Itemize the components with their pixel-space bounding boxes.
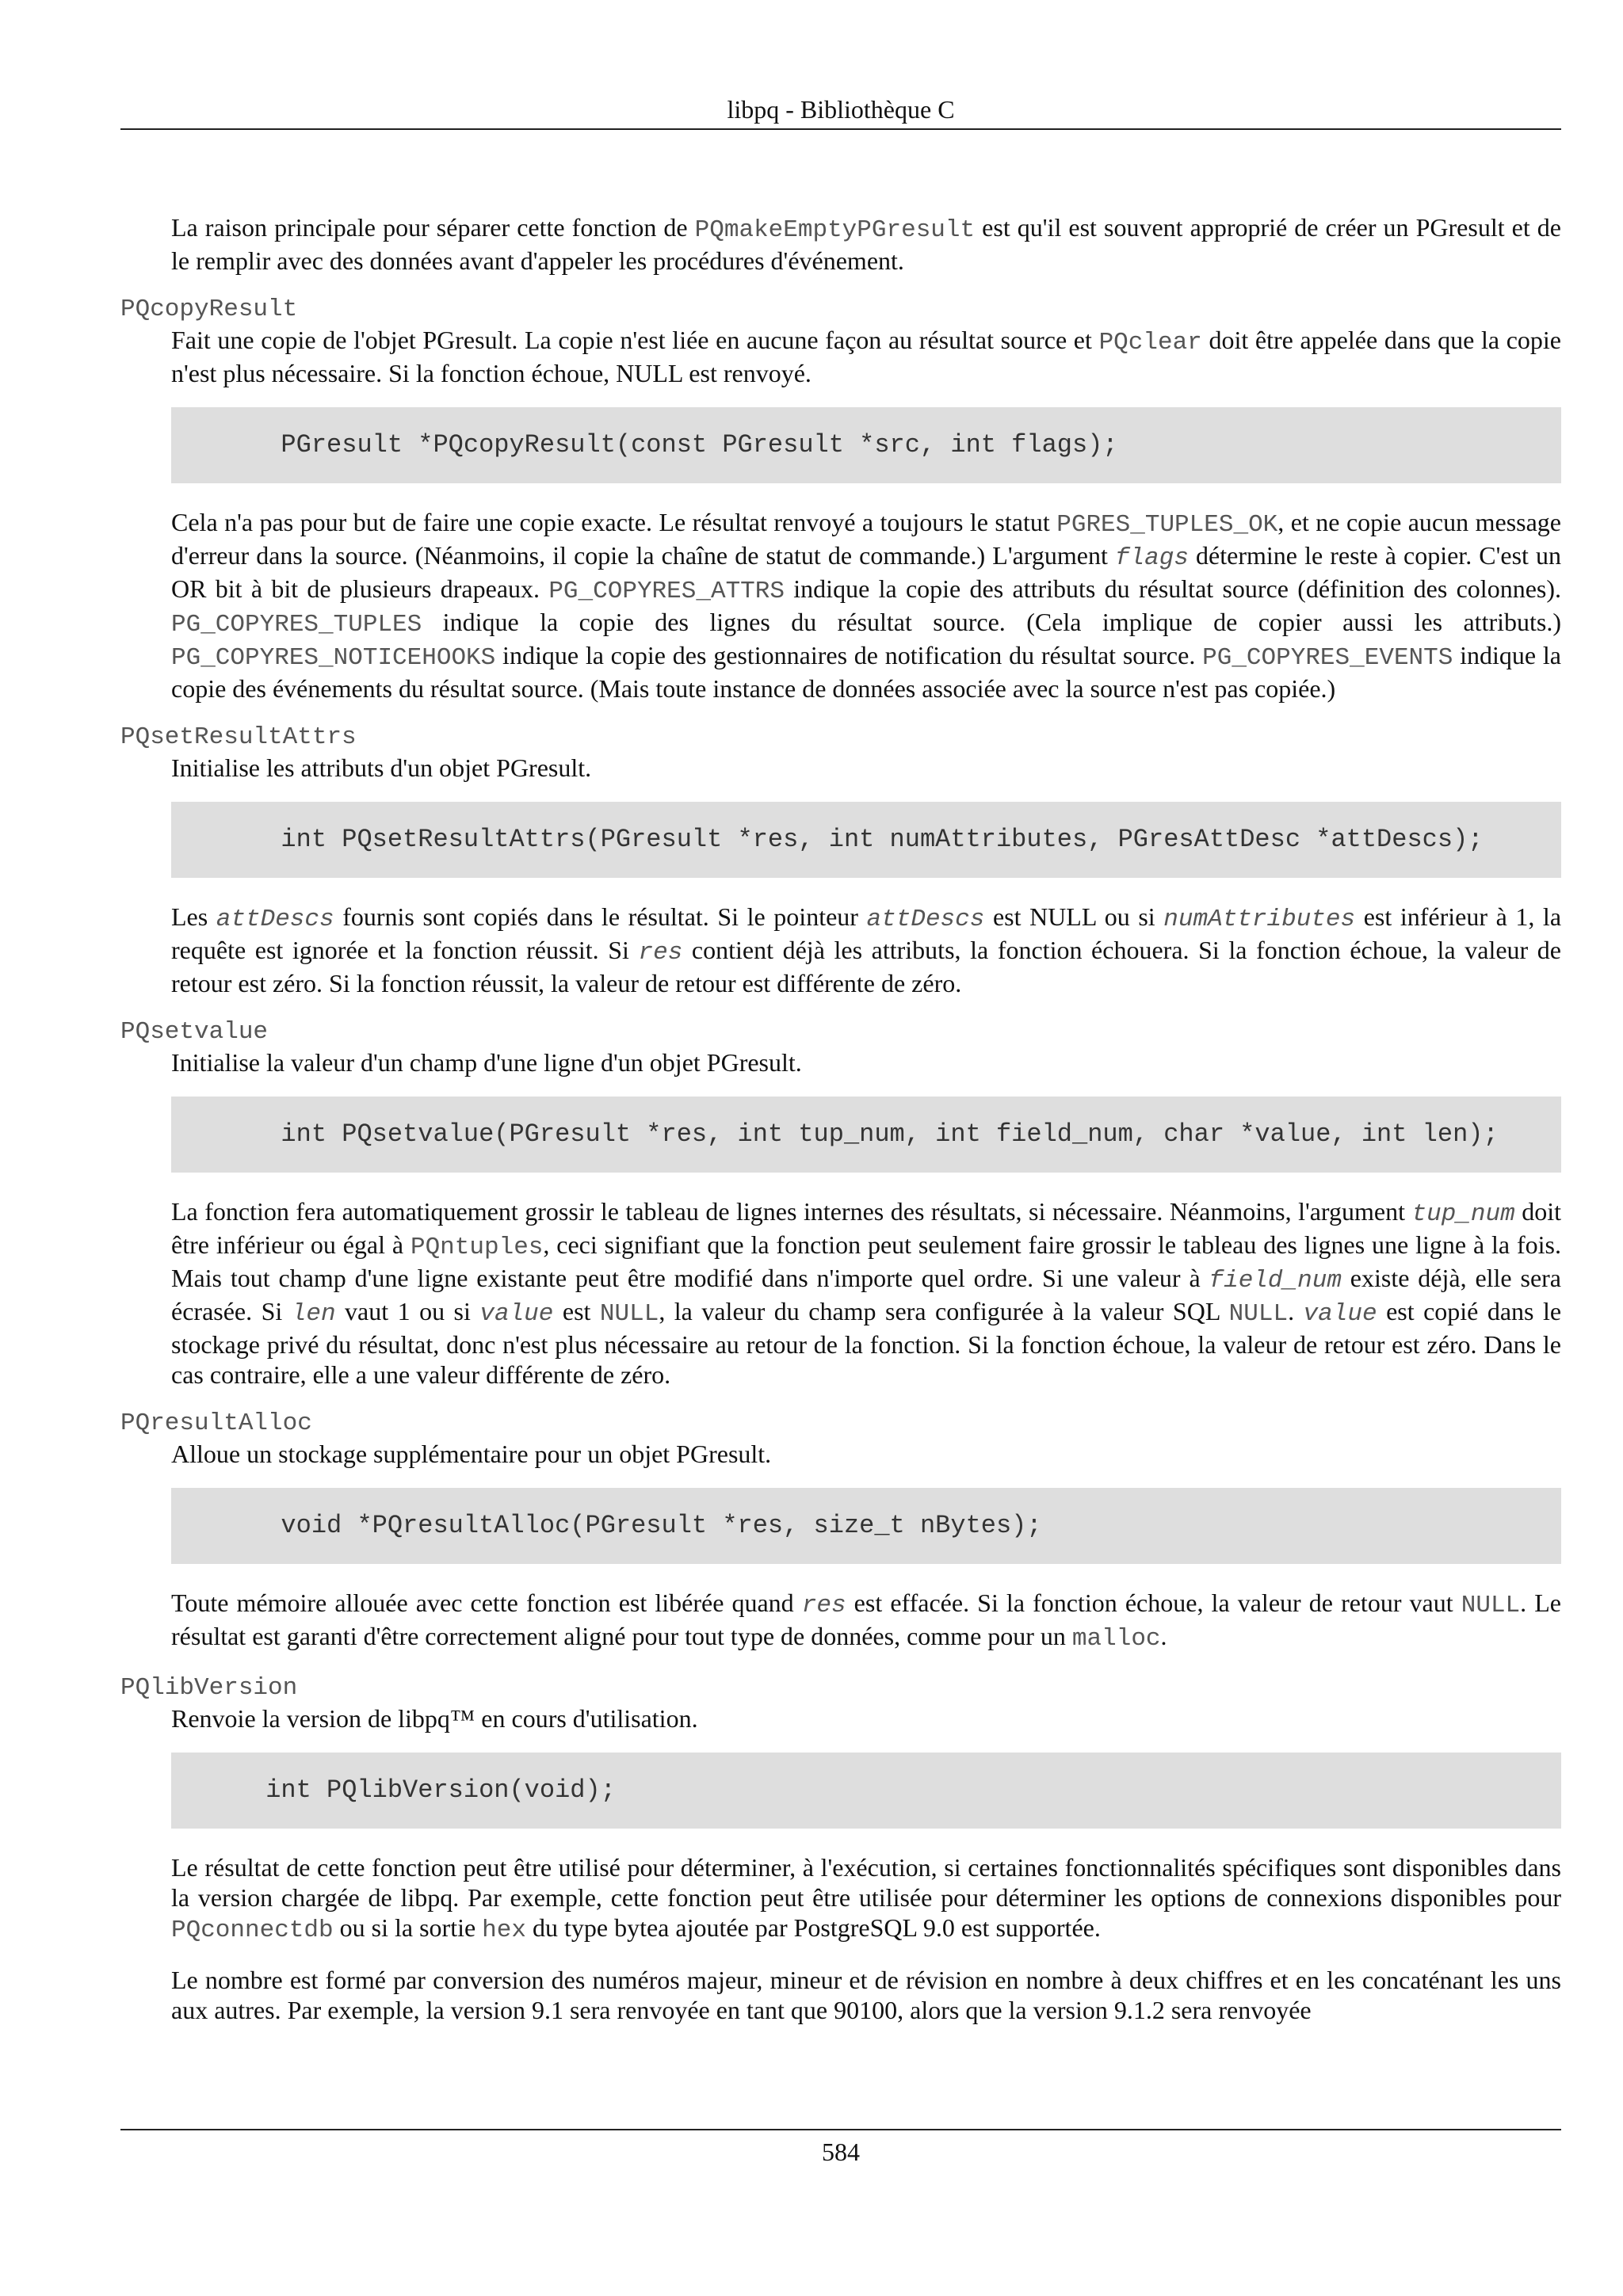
text: est effacée. Si la fonction échoue, la valeur de retour vaut [846,1589,1461,1617]
header-rule [120,128,1561,130]
text: ou si la sortie [333,1913,483,1942]
parameter: len [291,1300,336,1328]
description: Initialise les attributs d'un objet PGresult. [171,753,592,782]
text: , ceci signifiant que la fonction peut seulement faire grossir le tableau des lignes une ligne à la fois. Mais tout champ d'une ligne existante peut être modifié dans n'importe quel ordre. Si une valeur à [171,1230,1562,1292]
text: doit être appelée dans que la copie n'est plus nécessaire. Si la fonction échoue, NULL est renvoyé. [171,326,1562,387]
parameter: attDescs [216,906,334,933]
constant: PGRES_TUPLES_OK [1056,511,1278,539]
parameter: res [801,1592,846,1619]
text: indique la copie des lignes du résultat source. (Cela implique de copier aussi les attributs.) [422,608,1561,636]
parameter: numAttributes [1163,906,1356,933]
text: . [1288,1297,1304,1325]
text: fournis sont copiés dans le résultat. Si le pointeur [334,902,867,931]
term-pqlibversion: PQlibVersion [120,1674,298,1702]
text: existe déjà, elle sera écrasée. Si [171,1264,1562,1325]
text: , et ne copie aucun message d'erreur dans la source. (Néanmoins, il copie la chaîne de statut de commande.) L'argument [171,508,1562,570]
footer-rule [120,2129,1561,2130]
text: est NULL ou si [984,902,1164,931]
constant: NULL [1461,1592,1521,1619]
parameter: attDescs [866,906,985,933]
code-block: int PQlibVersion(void); [171,1753,1561,1829]
function-name: PQmakeEmptyPGresult [694,216,976,244]
text: contient déjà les attributs, la fonction échouera. Si la fonction échoue, la valeur de retour est zéro. Si la fonction réussit, la valeur de retour est différente de zéro. [171,936,1562,997]
text: est qu'il est souvent approprié de créer un PGresult et de le remplir avec des données avant d'appeler les procédures d'événement. [171,213,1562,275]
intro-paragraph [171,212,1561,276]
text: Les [171,902,216,931]
code-block: PGresult *PQcopyResult(const PGresult *src, int flags); [171,407,1561,483]
parameter: field_num [1209,1267,1342,1295]
explanation [171,1588,1561,1654]
explanation [171,507,1561,704]
function-name: malloc [1071,1625,1161,1653]
constant: hex [482,1917,526,1944]
constant: PG_COPYRES_TUPLES [171,611,422,639]
entry-pqresultalloc [120,1409,1561,1654]
text: Toute mémoire allouée avec cette fonction est libérée quand [171,1589,802,1617]
parameter: value [1303,1300,1377,1328]
entry-pqcopyresult [120,295,1561,704]
entry-pqsetresultattrs [120,723,1561,998]
explanation [171,1196,1561,1390]
description: Alloue un stockage supplémentaire pour un objet PGresult. [171,1440,772,1468]
page-number: 584 [822,2138,860,2166]
page-content [120,212,1561,2025]
running-header: libpq - Bibliothèque C [727,95,955,124]
constant: NULL [1228,1300,1289,1328]
parameter: res [638,939,683,967]
parameter: tup_num [1411,1200,1515,1228]
text: La fonction fera automatiquement grossir le tableau de lignes internes des résultats, si nécessaire. Néanmoins, l'argument [171,1197,1412,1226]
explanation [171,1852,1561,1946]
description: Initialise la valeur d'un champ d'une ligne d'un objet PGresult. [171,1048,802,1077]
text: détermine le reste à copier. C'est un OR bit à bit de plusieurs drapeaux. [171,541,1562,603]
code-block: int PQsetResultAttrs(PGresult *res, int numAttributes, PGresAttDesc *attDescs); [171,802,1561,878]
entry-pqlibversion [120,1673,1561,2025]
term-pqsetvalue: PQsetvalue [120,1018,269,1046]
constant: PG_COPYRES_NOTICEHOOKS [171,644,496,672]
code-block: int PQsetvalue(PGresult *res, int tup_num, int field_num, char *value, int len); [171,1097,1561,1173]
constant: PG_COPYRES_EVENTS [1202,644,1453,672]
term-pqcopyresult: PQcopyResult [120,296,298,323]
text: indique la copie des événements du résultat source. (Mais toute instance de données associée avec la source n'est pas copiée.) [171,641,1562,703]
term-pqsetresultattrs: PQsetResultAttrs [120,723,357,751]
parameter: flags [1114,544,1189,572]
constant: NULL [599,1300,659,1328]
text: est inférieur à 1, la requête est ignorée et la fonction réussit. Si [171,902,1562,964]
text: vaut 1 ou si [335,1297,480,1325]
text: indique la copie des gestionnaires de notification du résultat source. [495,641,1203,669]
text: du type bytea ajoutée par PostgreSQL 9.0 est supportée. [525,1913,1101,1942]
explanation-version-format: Le nombre est formé par conversion des numéros majeur, mineur et de révision en nombre à deux chiffres et en les concaténant les uns aux autres. Par exemple, la version 9.1 sera renvoyée en tant que 90100, alors que la version 9.1.2 sera renvoyée [171,1966,1561,2024]
text: , la valeur du champ sera configurée à la valeur SQL [659,1297,1229,1325]
text: . [1160,1622,1167,1650]
function-name: PQntuples [410,1234,544,1261]
entry-pqsetvalue [120,1017,1561,1390]
text: indique la copie des attributs du résultat source (définition des colonnes). [784,574,1562,603]
text: Cela n'a pas pour but de faire une copie exacte. Le résultat renvoyé a toujours le statut [171,508,1057,536]
code-block: void *PQresultAlloc(PGresult *res, size_t nBytes); [171,1488,1561,1564]
text: La raison principale pour séparer cette fonction de [171,213,695,242]
explanation [171,902,1561,998]
text: Fait une copie de l'objet PGresult. La copie n'est liée en aucune façon au résultat source et [171,326,1099,354]
parameter: value [479,1300,554,1328]
function-name: PQclear [1098,329,1202,357]
function-name: PQconnectdb [171,1917,334,1944]
description [171,325,1561,388]
constant: PG_COPYRES_ATTRS [548,578,785,605]
term-pqresultalloc: PQresultAlloc [120,1409,312,1437]
text: Le résultat de cette fonction peut être utilisé pour déterminer, à l'exécution, si certaines fonctionnalités spécifiques sont disponibles dans la version chargée de libpq. Par exemple, cette fonction peut être utilisée pour déterminer les options de connexions disponibles pour [171,1853,1561,1912]
text: doit être inférieur ou égal à [171,1197,1562,1259]
text: est [553,1297,600,1325]
text: est copié dans le stockage privé du résultat, donc n'est plus nécessaire au retour de la fonction. Si la fonction échoue, la valeur de retour est zéro. Dans le cas contraire, elle a une valeur différente de zéro. [171,1297,1562,1389]
description: Renvoie la version de libpq™ en cours d'utilisation. [171,1704,698,1733]
text: . Le résultat est garanti d'être correctement aligné pour tout type de données, comme pour un [171,1589,1562,1650]
